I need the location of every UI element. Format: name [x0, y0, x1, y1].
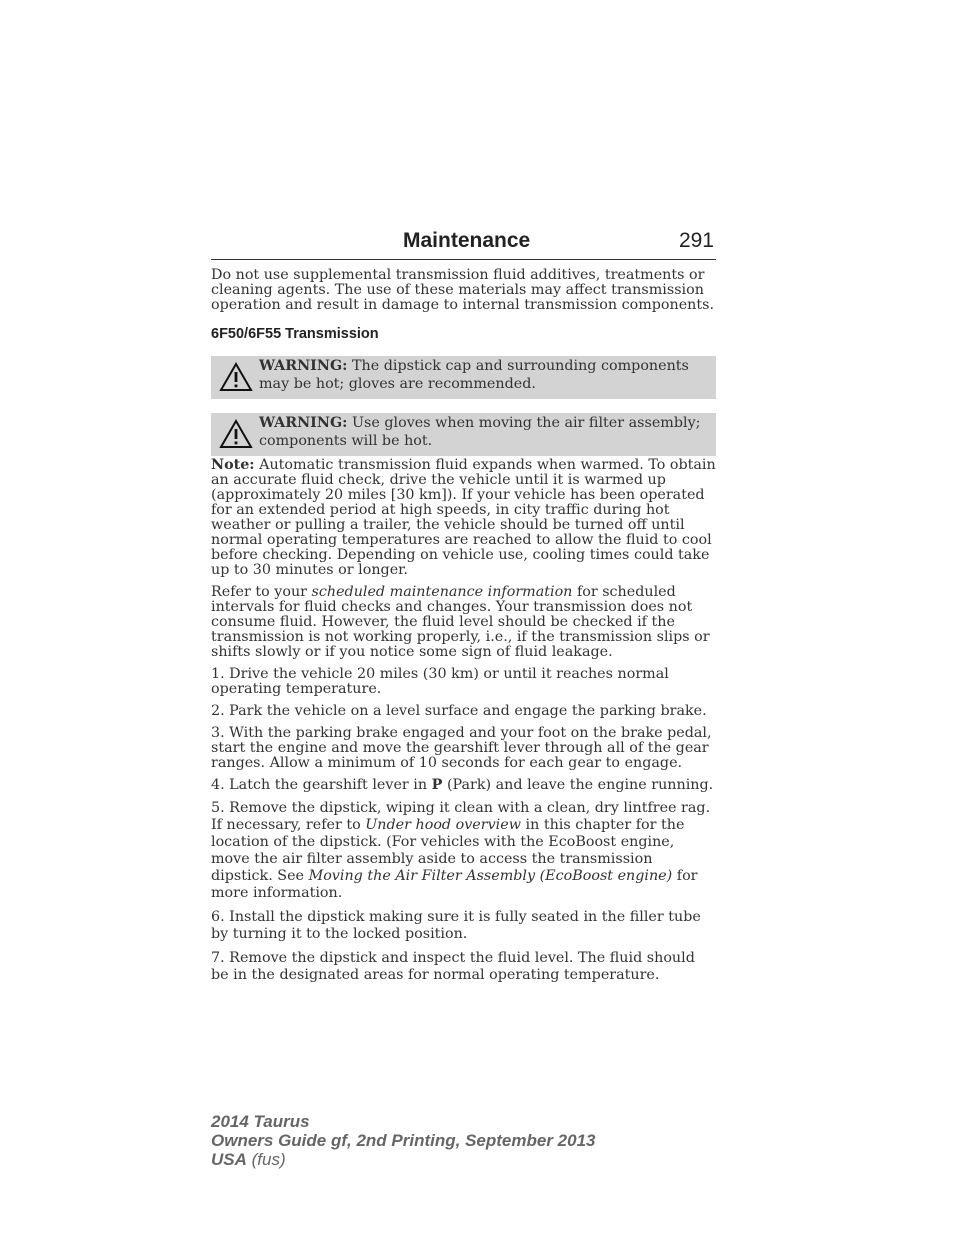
footer-region	[211, 1150, 595, 1169]
warning-triangle-icon	[219, 362, 253, 392]
note-paragraph	[211, 458, 716, 578]
step-3: 3. With the parking brake engaged and your foot on the brake pedal, start the engine and move the gearshift lever through all of the gear ranges. Allow a minimum of 10 seconds for each gear to engage.	[211, 725, 712, 771]
intro-paragraph: Do not use supplemental transmission fluid additives, treatments or cleaning agents. The use of these materials may affect transmission operation and result in damage to internal transmission components.	[211, 267, 715, 313]
step-5-part3: for more information.	[211, 868, 698, 901]
footer-region-country: USA	[211, 1150, 247, 1169]
warning-label: WARNING:	[259, 415, 348, 431]
section-title: 6F50/6F55 Transmission	[211, 326, 379, 342]
under-hood-overview-link[interactable]: Under hood overview	[365, 817, 521, 833]
refer-suffix: for scheduled intervals for fluid checks and changes. Your transmission does not consume fluid. However, the fluid level should be checked if the transmission is not working properly, i.e., if the transmission slips or shifts slowly or if you notice some sign of fluid leakage.	[211, 584, 710, 660]
warning-label: WARNING:	[259, 358, 348, 374]
air-filter-assembly-link[interactable]: Moving the Air Filter Assembly (EcoBoost engine)	[308, 868, 673, 884]
step-5-part2: in this chapter for the location of the dipstick. (For vehicles with the EcoBoost engine, move the air filter assembly aside to access the transmission dipstick. See	[211, 817, 685, 884]
warning-box-1	[211, 356, 716, 399]
refer-paragraph	[211, 585, 716, 660]
step-6: 6. Install the dipstick making sure it is fully seated in the filler tube by turning it to the locked position.	[211, 909, 701, 942]
page-header	[211, 229, 716, 260]
page-footer	[211, 1112, 595, 1169]
step-5	[211, 800, 716, 902]
chapter-title: Maintenance	[403, 229, 531, 252]
step-4-prefix: 4. Latch the gearshift lever in	[211, 777, 428, 793]
step-5-part1: 5. Remove the dipstick, wiping it clean with a clean, dry lintfree rag. If necessary, refer to	[211, 800, 711, 833]
step-7: 7. Remove the dipstick and inspect the fluid level. The fluid should be in the designated areas for normal operating temperature.	[211, 950, 695, 983]
footer-region-code: (fus)	[251, 1150, 286, 1169]
park-gear-label: P	[431, 777, 443, 793]
step-4-suffix: (Park) and leave the engine running.	[446, 777, 714, 793]
refer-prefix: Refer to your	[211, 584, 307, 600]
warning-text: Use gloves when moving the air filter assembly; components will be hot.	[259, 415, 701, 449]
warning-text: The dipstick cap and surrounding components may be hot; gloves are recommended.	[259, 358, 689, 392]
page-number: 291	[678, 229, 714, 252]
step-1: 1. Drive the vehicle 20 miles (30 km) or until it reaches normal operating temperature.	[211, 666, 669, 697]
note-label: Note:	[211, 457, 255, 473]
refer-link[interactable]: scheduled maintenance information	[311, 584, 573, 600]
step-4	[211, 778, 716, 793]
steps-tail	[211, 800, 716, 984]
warning-box-2	[211, 413, 716, 456]
footer-edition: Owners Guide gf, 2nd Printing, September 2013	[211, 1131, 596, 1150]
warning-triangle-icon	[219, 419, 253, 449]
step-2: 2. Park the vehicle on a level surface and engage the parking brake.	[211, 703, 707, 719]
page-content	[211, 268, 716, 991]
footer-model: 2014 Taurus	[211, 1112, 310, 1131]
note-text: Automatic transmission fluid expands when warmed. To obtain an accurate fluid check, drive the vehicle until it is warmed up (approximately 20 miles [30 km]). If your vehicle has been operated for an extended period at high speeds, in city traffic during hot weather or pulling a trailer, the vehicle should be turned off until normal operating temperatures are reached to allow the fluid to cool before checking. Depending on vehicle use, cooling times could take up to 30 minutes or longer.	[211, 457, 716, 578]
